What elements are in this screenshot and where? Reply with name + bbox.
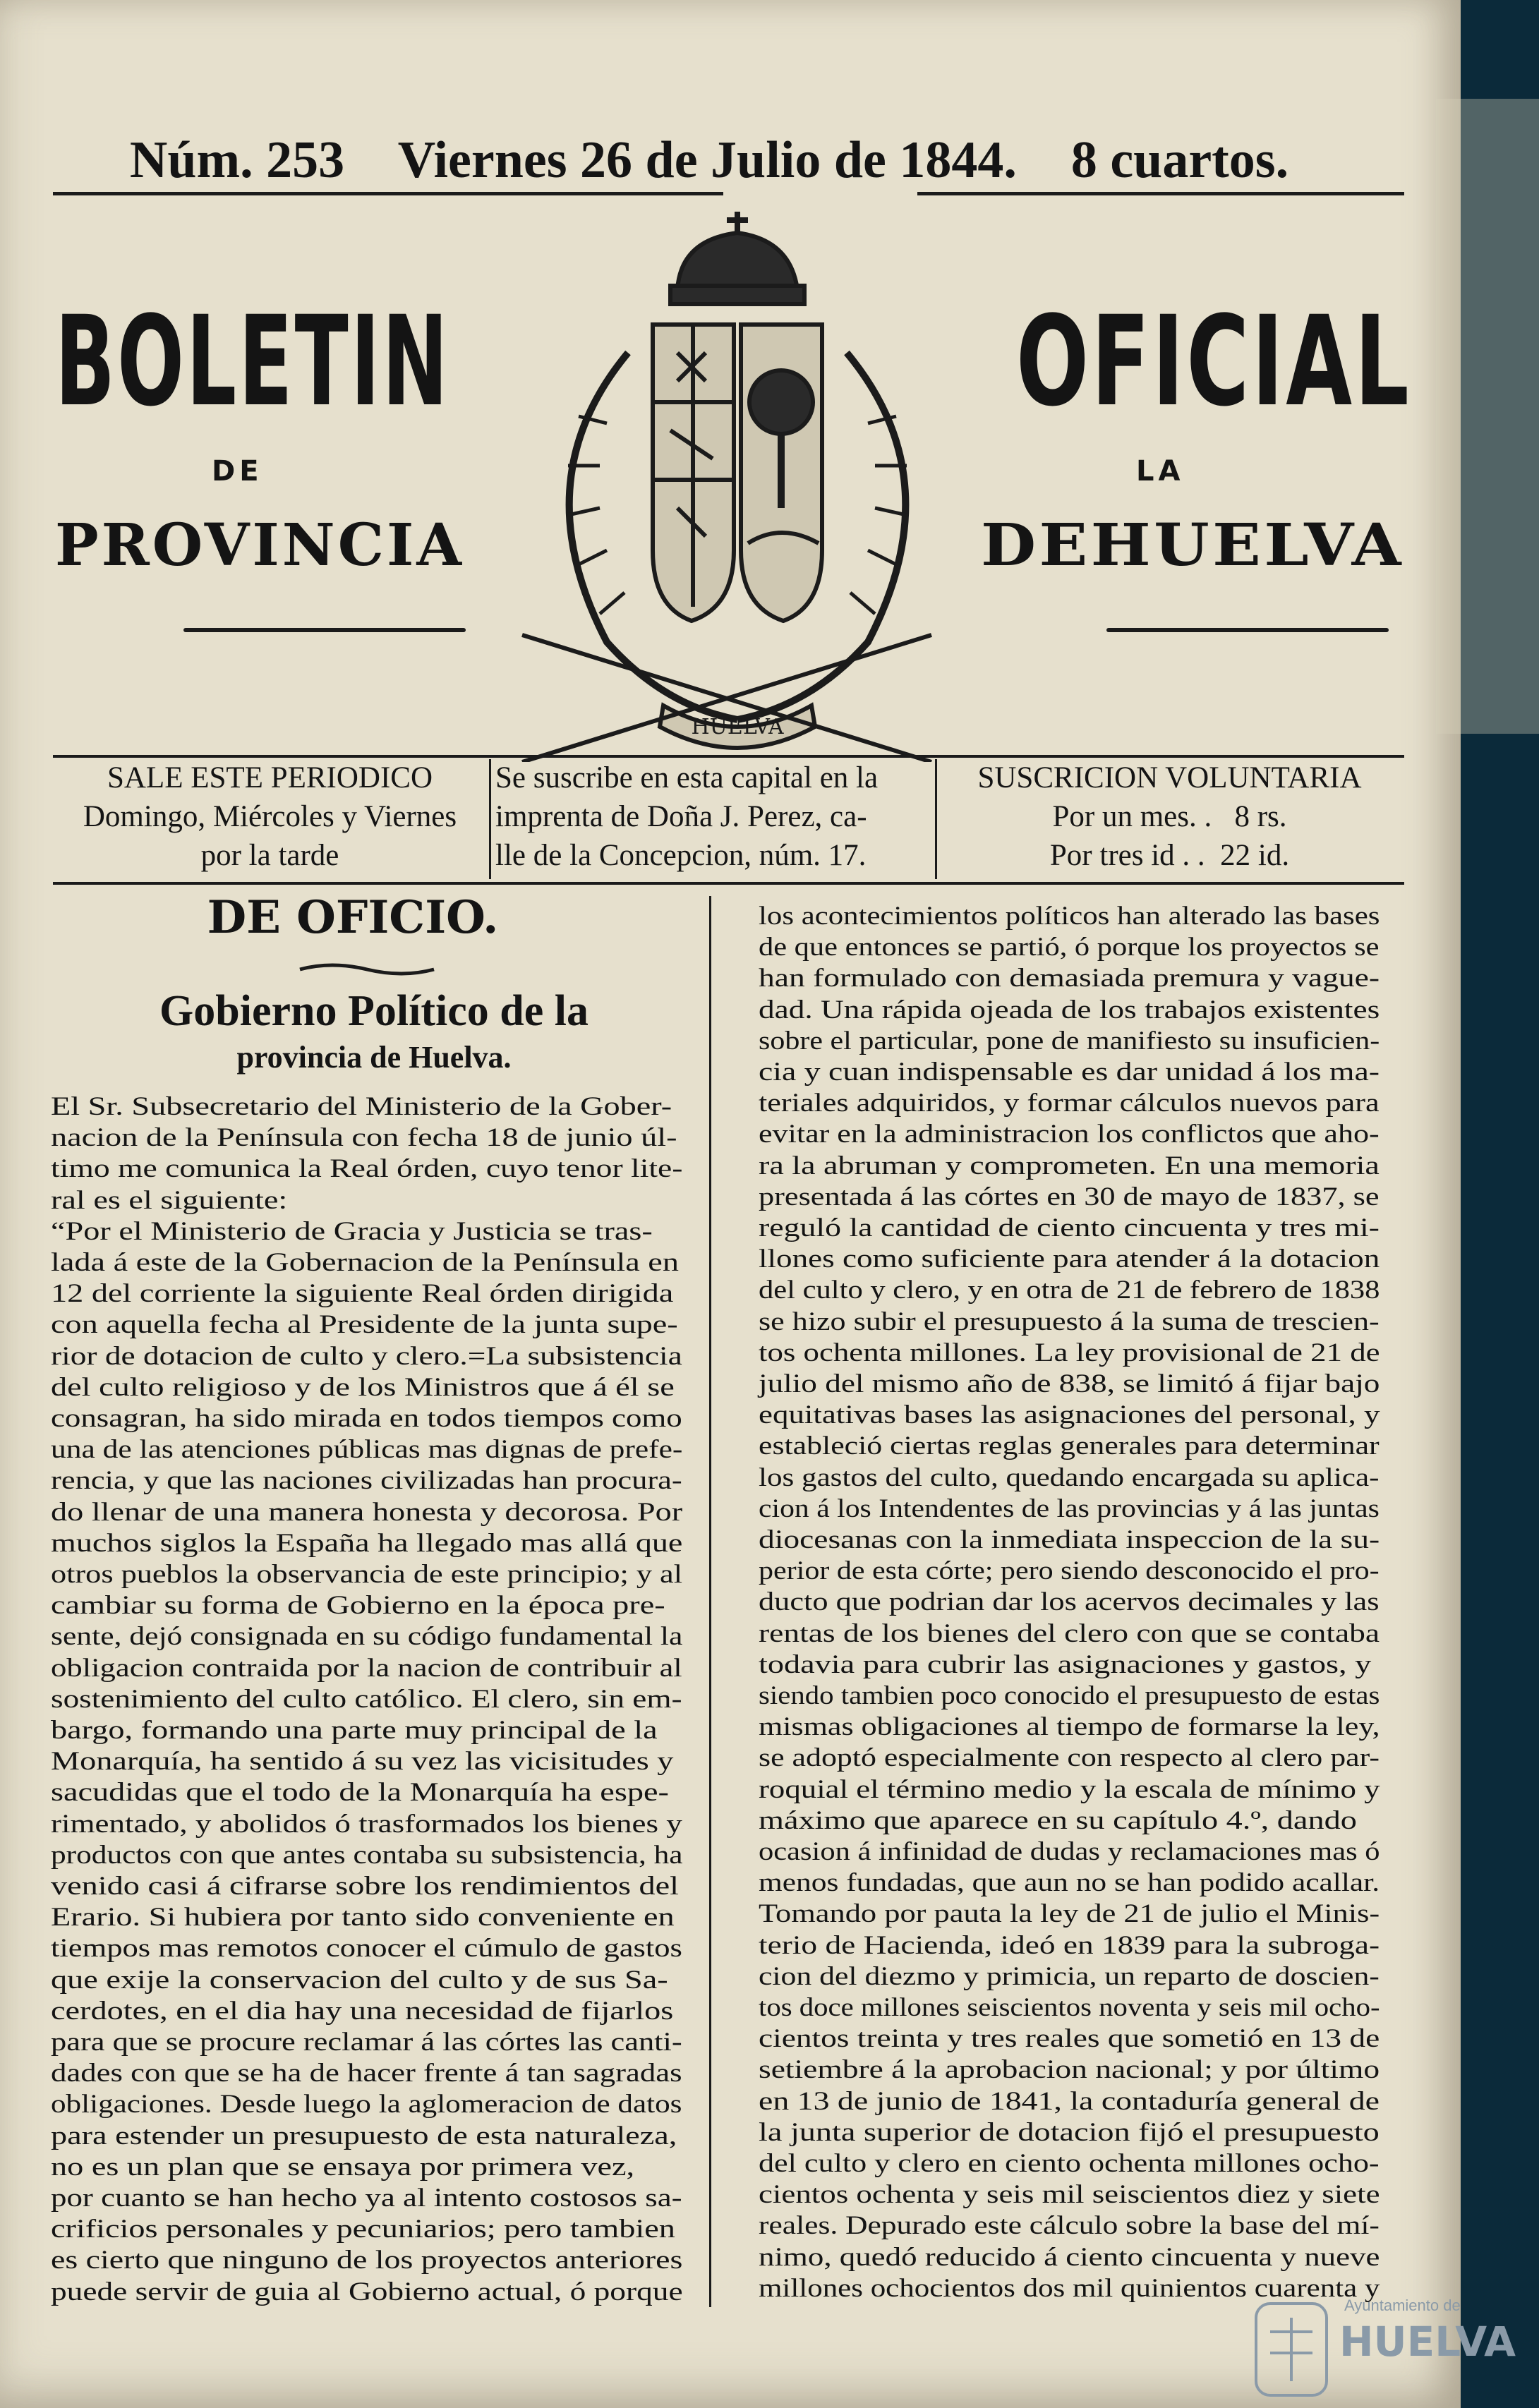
text-line: del culto y clero en ciento ochenta millones ocho- xyxy=(759,2149,1380,2178)
text-line: que exije la conservacion del culto y de sus Sa- xyxy=(51,1965,668,1995)
text-line: rior de dotacion de culto y clero.=La subsistencia xyxy=(51,1341,682,1371)
text-line: crificios personales y pecuniarios; pero tambien xyxy=(51,2215,675,2244)
text-line: la junta superior de dotacion fijó el presupuesto xyxy=(759,2117,1380,2147)
issue-date: Viernes 26 de Julio de 1844. xyxy=(397,131,1017,189)
crown-icon xyxy=(677,233,797,289)
text-line: una de las atenciones públicas mas dignas de prefe- xyxy=(51,1435,683,1465)
text-line: otros pueblos la observancia de este principio; y al xyxy=(51,1560,683,1589)
text-line: de que entonces se partió, ó porque los proyectos se xyxy=(759,933,1380,962)
rates-line: Por un mes. . 8 rs. xyxy=(1052,800,1287,833)
adjacent-page-edge xyxy=(1436,99,1539,734)
text-line: timo me comunica la Real órden, cuyo tenor lite- xyxy=(51,1154,683,1184)
text-line: ducto que podrian dar los acervos decimales y las xyxy=(759,1587,1380,1617)
text-line: productos con que antes contaba su subsistencia, ha xyxy=(51,1840,683,1870)
text-line: Erario. Si hubiera por tanto sido conveniente en xyxy=(51,1903,675,1932)
issue-price: 8 cuartos. xyxy=(1070,131,1289,189)
text-line: se hizo subir el presupuesto á la suma de trescien- xyxy=(759,1307,1380,1336)
rates-line: Por tres id . . 22 id. xyxy=(1049,839,1290,872)
text-line: rencia, y que las naciones civilizadas han procura- xyxy=(51,1466,682,1496)
title-oficial: OFICIAL xyxy=(1016,289,1412,434)
text-line: los gastos del culto, quedando encargada su aplica- xyxy=(759,1463,1380,1492)
text-line: El Sr. Subsecretario del Ministerio de la Gober- xyxy=(51,1092,672,1121)
text-line: presentada á las córtes en 30 de mayo de 1837, se xyxy=(759,1182,1380,1211)
text-line: se adoptó especialmente con respecto al clero par- xyxy=(759,1743,1380,1773)
text-line: nimo, quedó reducido á ciento cincuenta y nueve xyxy=(759,2242,1380,2272)
title-boletin: BOLETIN xyxy=(55,289,450,434)
text-line: tos doce millones seiscientos noventa y seis mil ocho- xyxy=(759,1993,1380,2022)
text-line: máximo que aparece en su capítulo 4.º, dando xyxy=(759,1805,1357,1835)
ornament-rule-left xyxy=(183,628,466,632)
text-line: rimentado, y abolidos ó trasformados los bienes y xyxy=(51,1809,682,1839)
text-line: siendo tambien poco conocido el presupuesto de estas xyxy=(759,1681,1380,1710)
info-divider-1 xyxy=(489,759,491,879)
masthead-rule-right xyxy=(917,192,1404,195)
text-line: setiembre á la aprobacion nacional; y por último xyxy=(759,2055,1380,2085)
subscription-address xyxy=(495,758,933,885)
text-line: por cuanto se han hecho ya al intento costosos sa- xyxy=(51,2184,682,2213)
address-line: imprenta de Doña J. Perez, ca- xyxy=(495,800,867,833)
masthead-line xyxy=(53,131,1365,190)
ornament-rule-right xyxy=(1106,628,1389,632)
info-divider-2 xyxy=(935,759,937,879)
text-line: teriales adquiridos, y formar cálculos nuevos para xyxy=(759,1089,1380,1118)
publication-schedule xyxy=(53,758,487,885)
title-dehuelva: DEHUELVA xyxy=(981,512,1404,579)
text-line: “Por el Ministerio de Gracia y Justicia se tras- xyxy=(51,1216,653,1246)
text-line: sente, dejó consignada en su código fundamental la xyxy=(51,1622,683,1652)
rates-line: SUSCRICION VOLUNTARIA xyxy=(977,761,1362,794)
text-line: reguló la cantidad de ciento cincuenta y tres mi- xyxy=(759,1214,1380,1242)
text-line: do llenar de una manera honesta y decorosa. Por xyxy=(51,1497,683,1527)
text-line: del culto y clero, y en otra de 21 de febrero de 1838 xyxy=(759,1276,1380,1305)
text-line: evitar en la administracion los conflictos que aho- xyxy=(759,1120,1380,1149)
text-line: tos ochenta millones. La ley provisional de 21 de xyxy=(759,1338,1380,1367)
text-line: equitativas bases las asignaciones del personal, y xyxy=(759,1400,1380,1430)
text-line: consagran, ha sido mirada en todos tiempos como xyxy=(51,1404,682,1433)
text-line: mismas obligaciones al tiempo de formarse la ley, xyxy=(759,1712,1380,1742)
text-line: sobre el particular, pone de manifiesto su insuficien- xyxy=(759,1026,1380,1055)
text-line: ral es el siguiente: xyxy=(51,1185,288,1215)
title-provincia: PROVINCIA xyxy=(55,512,464,579)
text-line: han formulado con demasiada premura y vague- xyxy=(759,964,1380,993)
watermark-name: HUELVA xyxy=(1339,2318,1516,2366)
subscription-rates xyxy=(939,758,1401,885)
text-line: cambiar su forma de Gobierno en la época pre- xyxy=(51,1591,665,1621)
watermark-text: Ayuntamiento de xyxy=(1344,2297,1461,2314)
masthead-rule-left xyxy=(53,192,723,195)
text-line: diocesanas con la inmediata inspeccion de la su- xyxy=(759,1525,1380,1554)
text-line: en 13 de junio de 1841, la contaduría general de xyxy=(759,2086,1380,2116)
article-subtitle: provincia de Huelva. xyxy=(236,1040,512,1075)
address-line: lle de la Concepcion, núm. 17. xyxy=(495,839,867,872)
column-divider xyxy=(709,896,711,2307)
text-line: rentas de los bienes del clero con que se contaba xyxy=(759,1619,1380,1648)
text-line: todavia para cubrir las asignaciones y gastos, y xyxy=(759,1650,1372,1679)
article-title: Gobierno Político de la xyxy=(159,987,589,1035)
text-line: tiempos mas remotos conocer el cúmulo de gastos xyxy=(51,1934,682,1964)
schedule-line: Domingo, Miércoles y Viernes xyxy=(83,800,457,833)
text-line: reales. Depurado este cálculo sobre la base del mí- xyxy=(759,2211,1380,2241)
text-line: es cierto que ninguno de los proyectos anteriores xyxy=(51,2246,683,2275)
text-line: puede servir de guia al Gobierno actual, ó porque xyxy=(51,2277,683,2306)
text-line: millones ochocientos dos mil quinientos cuarenta y xyxy=(759,2273,1380,2303)
text-line: perior de esta córte; pero siendo desconocido el pro- xyxy=(759,1556,1380,1586)
text-line: para estender un presupuesto de esta naturaleza, xyxy=(51,2121,677,2150)
text-line: para que se procure reclamar á las córtes las canti- xyxy=(51,2028,682,2057)
text-line: lada á este de la Gobernacion de la Península en xyxy=(51,1248,679,1277)
text-line: muchos siglos la España ha llegado mas allá que xyxy=(51,1528,683,1558)
text-line: llones como suficiente para atender á la dotacion xyxy=(759,1245,1380,1274)
issue-number: Núm. 253 xyxy=(129,131,345,189)
text-line: Monarquía, ha sentido á su vez las vicisitudes y xyxy=(51,1747,674,1777)
text-line: dad. Una rápida ojeada de los trabajos existentes xyxy=(759,995,1380,1024)
schedule-line: por la tarde xyxy=(200,839,339,872)
text-line: cia y cuan indispensable es dar unidad á los ma- xyxy=(759,1058,1380,1087)
section-heading: DE OFICIO. xyxy=(207,891,499,944)
schedule-line: SALE ESTE PERIODICO xyxy=(107,761,433,794)
text-line: nacion de la Península con fecha 18 de junio úl- xyxy=(51,1123,677,1153)
crest-ribbon-label: HUELVA xyxy=(691,715,784,739)
text-line: cion á los Intendentes de las provincias y á las juntas xyxy=(759,1494,1380,1523)
text-line: roquial el término medio y la escala de mínimo y xyxy=(759,1774,1380,1804)
info-rule-top xyxy=(53,755,1404,758)
text-line: sacudidas que el todo de la Monarquía ha espe- xyxy=(51,1778,669,1808)
coat-of-arms xyxy=(466,212,988,762)
title-de: DE xyxy=(212,455,263,488)
address-line: Se suscribe en esta capital en la xyxy=(495,761,879,794)
text-line: no es un plan que se ensaya por primera vez, xyxy=(51,2152,635,2182)
text-line: 12 del corriente la siguiente Real órden dirigida xyxy=(51,1279,674,1309)
text-line: los acontecimientos políticos han alterado las bases xyxy=(759,902,1380,931)
heading-flourish xyxy=(296,961,437,978)
text-line: ocasion á infinidad de dudas y reclamaciones mas ó xyxy=(759,1837,1380,1866)
text-line: sostenimiento del culto católico. El clero, sin em- xyxy=(51,1684,682,1714)
text-line: cientos ochenta y seis mil seiscientos diez y siete xyxy=(759,2180,1380,2210)
text-line: Tomando por pauta la ley de 21 de julio el Minis- xyxy=(759,1899,1380,1929)
text-line: terio de Hacienda, ideó en 1839 para la subroga- xyxy=(759,1930,1380,1960)
text-line: venido casi á cifrarse sobre los rendimientos del xyxy=(51,1872,680,1901)
text-line: cerdotes, en el dia hay una necesidad de fijarlos xyxy=(51,1996,674,2026)
title-la: LA xyxy=(1136,455,1185,488)
text-line: julio del mismo año de 838, se limitó á fijar bajo xyxy=(759,1369,1380,1398)
text-line: del culto religioso y de los Ministros que á él se xyxy=(51,1372,675,1402)
text-line: bargo, formando una parte muy principal de la xyxy=(51,1716,658,1745)
text-line: estableció ciertas reglas generales para determinar xyxy=(759,1432,1380,1461)
text-line: cion del diezmo y primicia, un reparto de doscien- xyxy=(759,1961,1380,1991)
text-line: menos fundadas, que aun no se han podido acallar. xyxy=(759,1868,1380,1898)
text-line: cientos treinta y tres reales que sometió en 13 de xyxy=(759,2024,1380,2054)
text-line: con aquella fecha al Presidente de la junta supe- xyxy=(51,1310,678,1340)
text-line: ra la abruman y comprometen. En una memoria xyxy=(759,1151,1380,1180)
text-line: obligacion contraida por la nacion de contribuir al xyxy=(51,1653,682,1683)
text-line: obligaciones. Desde luego la aglomeracion de datos xyxy=(51,2090,682,2119)
text-line: dades con que se ha de hacer frente á tan sagradas xyxy=(51,2059,682,2088)
